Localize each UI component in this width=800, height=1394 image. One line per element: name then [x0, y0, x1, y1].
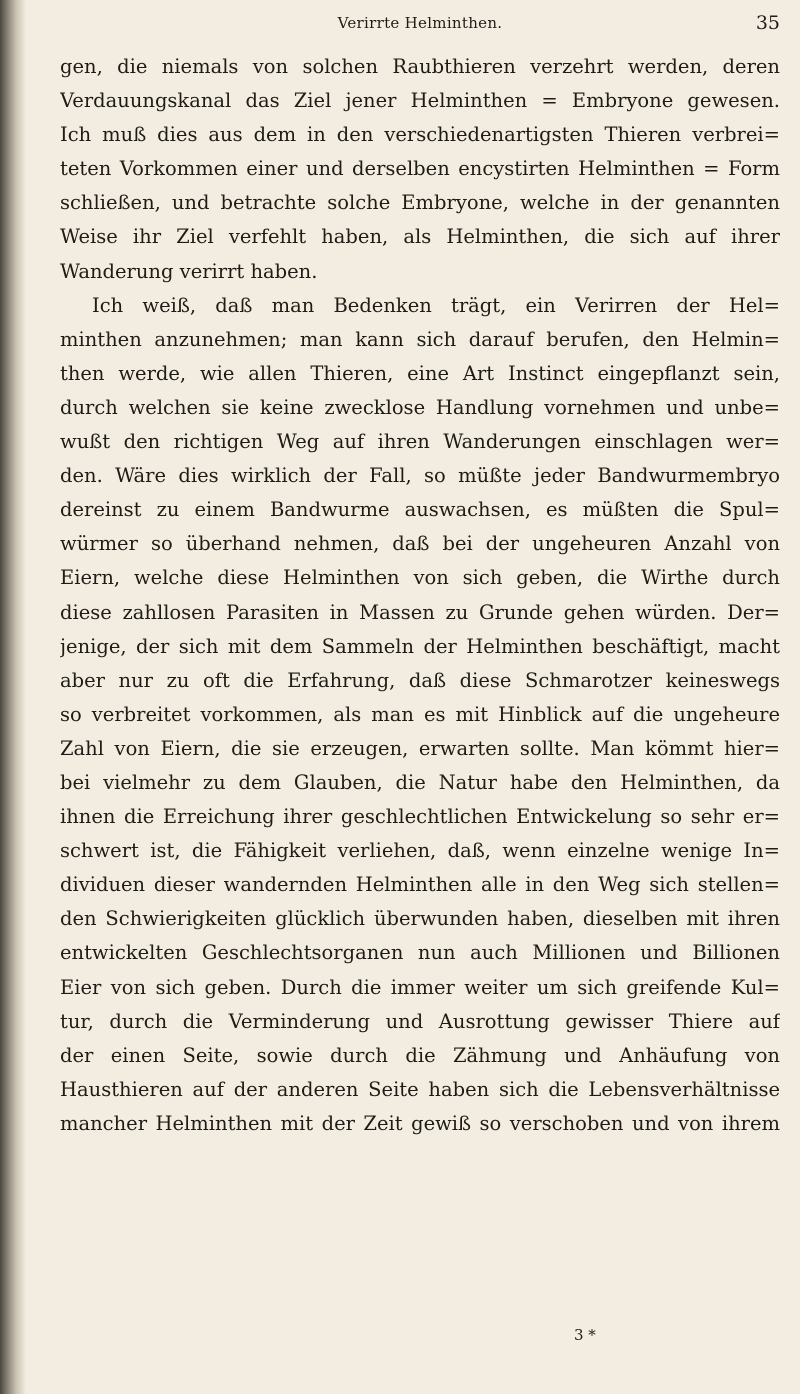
- text-line: mancher Helminthen mit der Zeit gewiß so verschoben und von ihrem: [60, 1111, 780, 1135]
- text-line: durch welchen sie keine zwecklose Handlung vornehmen und unbe=: [60, 395, 780, 419]
- text-line: ihnen die Erreichung ihrer geschlechtlichen Entwickelung so sehr er=: [60, 805, 780, 829]
- printer-signature-mark: 3 *: [574, 1326, 596, 1344]
- text-line: würmer so überhand nehmen, daß bei der ungeheuren Anzahl von: [60, 532, 780, 556]
- text-line: Eier von sich geben. Durch die immer weiter um sich greifende Kul=: [60, 975, 780, 999]
- text-line: der einen Seite, sowie durch die Zähmung und Anhäufung von: [60, 1043, 780, 1067]
- text-line: Zahl von Eiern, die sie erzeugen, erwarten sollte. Man kömmt hier=: [60, 736, 780, 760]
- text-line: teten Vorkommen einer und derselben encystirten Helminthen = Form: [60, 157, 780, 181]
- text-line: bei vielmehr zu dem Glauben, die Natur habe den Helminthen, da: [60, 770, 780, 794]
- text-line: den. Wäre dies wirklich der Fall, so müßte jeder Bandwurmembryo: [60, 464, 780, 488]
- text-line: wußt den richtigen Weg auf ihren Wanderungen einschlagen wer=: [60, 430, 780, 454]
- text-line: jenige, der sich mit dem Sammeln der Helminthen beschäftigt, macht: [60, 634, 780, 658]
- text-line: schwert ist, die Fähigkeit verliehen, daß, wenn einzelne wenige In=: [60, 839, 780, 863]
- book-page: [60, 14, 780, 1374]
- running-head: Verirrte Helminthen.: [337, 14, 503, 32]
- text-line: Eiern, welche diese Helminthen von sich geben, die Wirthe durch: [60, 566, 780, 590]
- text-line: Ich weiß, daß man Bedenken trägt, ein Verirren der Hel=: [92, 293, 780, 317]
- body-text: [60, 50, 780, 1141]
- text-line: Verdauungskanal das Ziel jener Helminthen = Embryone gewesen.: [60, 89, 780, 113]
- text-line: Wanderung verirrt haben.: [60, 259, 318, 283]
- page-header: [60, 14, 780, 42]
- page-number: 35: [755, 12, 780, 34]
- text-line: then werde, wie allen Thieren, eine Art Instinct eingepflanzt sein,: [60, 361, 780, 385]
- text-line: schließen, und betrachte solche Embryone, welche in der genannten: [60, 191, 780, 215]
- text-line: dividuen dieser wandernden Helminthen alle in den Weg sich stellen=: [60, 873, 780, 897]
- text-line: diese zahllosen Parasiten in Massen zu Grunde gehen würden. Der=: [60, 600, 780, 624]
- text-line: minthen anzunehmen; man kann sich darauf berufen, den Helmin=: [60, 327, 780, 351]
- text-line: Ich muß dies aus dem in den verschiedenartigsten Thieren verbrei=: [60, 123, 780, 147]
- text-line: Weise ihr Ziel verfehlt haben, als Helminthen, die sich auf ihrer: [60, 225, 780, 249]
- book-binding-edge: [0, 0, 26, 1394]
- text-line: gen, die niemals von solchen Raubthieren verzehrt werden, deren: [60, 55, 780, 78]
- text-line: aber nur zu oft die Erfahrung, daß diese Schmarotzer keineswegs: [60, 668, 780, 692]
- text-line: tur, durch die Verminderung und Ausrottung gewisser Thiere auf: [60, 1009, 780, 1033]
- text-line: dereinst zu einem Bandwurme auswachsen, es müßten die Spul=: [60, 498, 780, 522]
- text-line: Hausthieren auf der anderen Seite haben sich die Lebensverhältnisse: [60, 1077, 780, 1101]
- text-line: so verbreitet vorkommen, als man es mit Hinblick auf die ungeheure: [60, 702, 780, 726]
- text-line: den Schwierigkeiten glücklich überwunden haben, dieselben mit ihren: [60, 907, 780, 931]
- text-line: entwickelten Geschlechtsorganen nun auch Millionen und Billionen: [60, 941, 780, 965]
